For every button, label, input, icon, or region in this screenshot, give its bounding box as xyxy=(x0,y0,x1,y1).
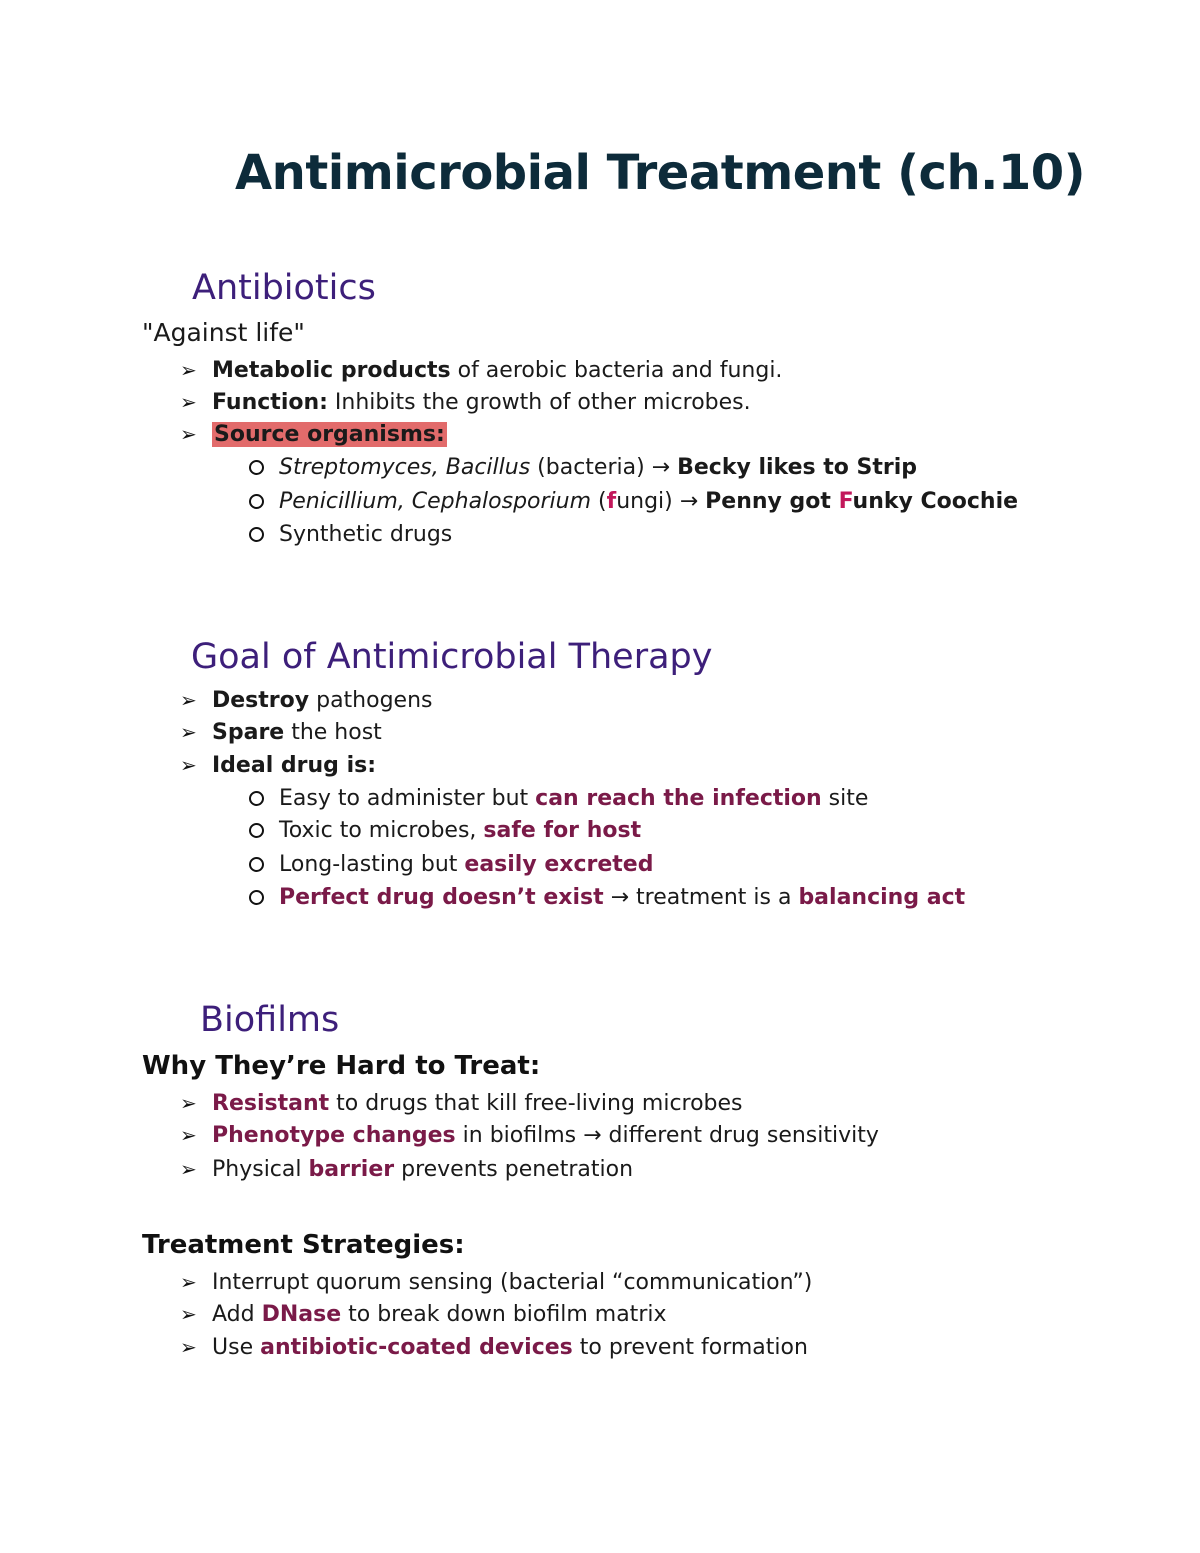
list-item: ➢ Destroy pathogens xyxy=(180,688,433,713)
list-item xyxy=(180,422,447,447)
list-item: ➢ Use antibiotic-coated devices to prevent formation xyxy=(180,1335,808,1360)
list-item: Easy to administer but can reach the infection site xyxy=(249,786,868,811)
goal-heading: Goal of Antimicrobial Therapy xyxy=(191,637,713,677)
list-item: ➢ Resistant to drugs that kill free-living microbes xyxy=(180,1091,743,1116)
arrow-bullet-icon: ➢ xyxy=(180,1335,197,1359)
list-item: ➢ Phenotype changes in biofilms → different drug sensitivity xyxy=(180,1123,879,1148)
list-item: Toxic to microbes, safe for host xyxy=(249,818,641,843)
arrow-bullet-icon: ➢ xyxy=(180,720,197,744)
arrow-bullet-icon: ➢ xyxy=(180,1091,197,1115)
arrow-bullet-icon: ➢ xyxy=(180,1302,197,1326)
arrow-bullet-icon: ➢ xyxy=(180,422,197,446)
list-item: Penicillium, Cephalosporium (fungi) → Penny got Funky Coochie xyxy=(249,489,1018,514)
circle-bullet-icon xyxy=(249,823,264,838)
list-item: Perfect drug doesn’t exist → treatment is a balancing act xyxy=(249,885,965,910)
circle-bullet-icon xyxy=(249,791,264,806)
list-item: Synthetic drugs xyxy=(249,522,452,547)
page-title: Antimicrobial Treatment (ch.10) xyxy=(235,145,1086,201)
antibiotics-subtitle: "Against life" xyxy=(142,318,305,347)
list-item: ➢ Metabolic products of aerobic bacteria and fungi. xyxy=(180,358,783,383)
list-item: ➢ Add DNase to break down biofilm matrix xyxy=(180,1302,667,1327)
list-item: ➢ Physical barrier prevents penetration xyxy=(180,1157,634,1182)
arrow-bullet-icon: ➢ xyxy=(180,688,197,712)
arrow-bullet-icon: ➢ xyxy=(180,753,197,777)
circle-bullet-icon xyxy=(249,494,264,509)
biofilms-heading: Biofilms xyxy=(200,1000,340,1040)
list-item: ➢ Ideal drug is: xyxy=(180,753,377,778)
list-item: Streptomyces, Bacillus (bacteria) → Becky likes to Strip xyxy=(249,455,917,480)
list-item: ➢ Spare the host xyxy=(180,720,382,745)
circle-bullet-icon xyxy=(249,890,264,905)
list-item: ➢ Interrupt quorum sensing (bacterial “communication”) xyxy=(180,1270,813,1295)
list-item: Long-lasting but easily excreted xyxy=(249,852,653,877)
circle-bullet-icon xyxy=(249,857,264,872)
why-heading: Why They’re Hard to Treat: xyxy=(142,1051,541,1081)
arrow-bullet-icon: ➢ xyxy=(180,1270,197,1294)
antibiotics-heading: Antibiotics xyxy=(192,268,376,308)
list-item: ➢ Function: Inhibits the growth of other microbes. xyxy=(180,390,751,415)
arrow-bullet-icon: ➢ xyxy=(180,1123,197,1147)
circle-bullet-icon xyxy=(249,527,264,542)
arrow-bullet-icon: ➢ xyxy=(180,1157,197,1181)
strategies-heading: Treatment Strategies: xyxy=(142,1230,465,1260)
arrow-bullet-icon: ➢ xyxy=(180,358,197,382)
circle-bullet-icon xyxy=(249,460,264,475)
highlighted-label: Source organisms: xyxy=(214,422,445,447)
arrow-bullet-icon: ➢ xyxy=(180,390,197,414)
